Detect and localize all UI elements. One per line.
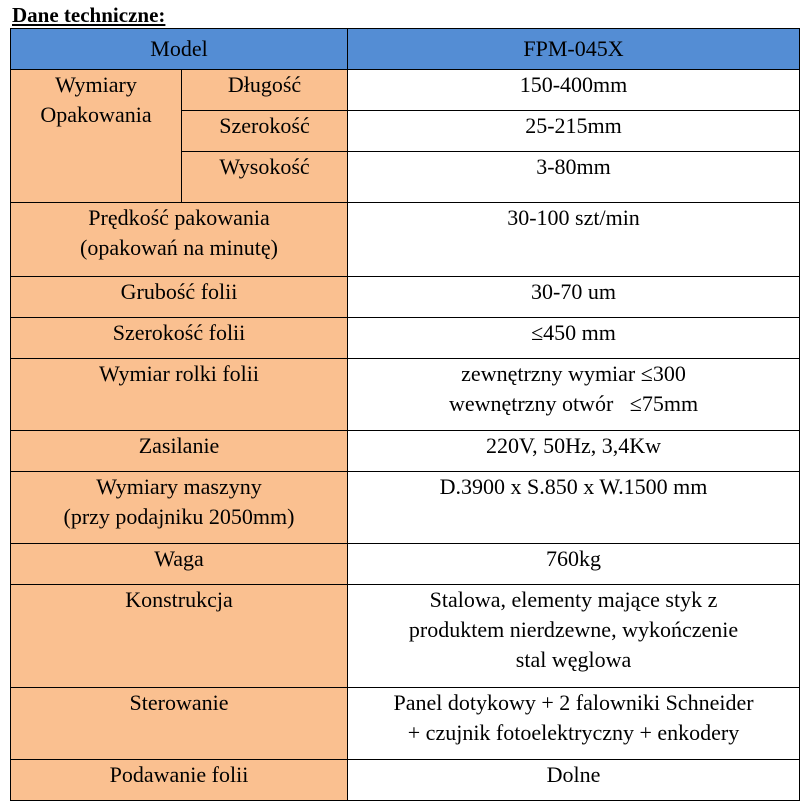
table-row xyxy=(11,585,800,688)
row-label-line: (opakowań na minutę) xyxy=(80,235,278,260)
row-value xyxy=(348,318,800,359)
table-row xyxy=(11,544,800,585)
row-value-line: 220V, 50Hz, 3,4Kw xyxy=(486,433,661,458)
row-label-line: Waga xyxy=(154,546,204,571)
row-label xyxy=(11,472,348,544)
row-label xyxy=(11,688,348,760)
table-row xyxy=(11,318,800,359)
row-value xyxy=(348,688,800,760)
row-value-line: ≤450 mm xyxy=(531,320,616,345)
row-value xyxy=(348,472,800,544)
row-label-line: Wymiary maszyny xyxy=(96,474,262,499)
row-value xyxy=(348,277,800,318)
row-value-line: D.3900 x S.850 x W.1500 mm xyxy=(439,474,708,499)
row-label xyxy=(11,318,348,359)
row-value-line: + czujnik fotoelektryczny + enkodery xyxy=(407,720,740,745)
row-label xyxy=(11,203,348,277)
row-value-line: wewnętrzny otwór ≤75mm xyxy=(448,391,699,416)
table-row xyxy=(11,359,800,431)
row-value-line: produktem nierdzewne, wykończenie xyxy=(408,617,739,642)
row-label-line: Konstrukcja xyxy=(125,587,233,612)
row-value-line: zewnętrzny wymiar ≤300 xyxy=(461,361,686,386)
row-label-line: Zasilanie xyxy=(138,433,220,458)
table-row xyxy=(11,277,800,318)
row-label: Długość xyxy=(182,70,348,111)
row-value-line: Dolne xyxy=(546,762,601,787)
row-label xyxy=(11,585,348,688)
table-row xyxy=(11,760,800,801)
table-row xyxy=(11,70,800,111)
row-label-line: Szerokość folii xyxy=(112,320,246,345)
table-row xyxy=(11,472,800,544)
row-label xyxy=(11,544,348,585)
group-label-line: Wymiary xyxy=(55,72,137,97)
row-value xyxy=(348,760,800,801)
table-row xyxy=(11,431,800,472)
row-value xyxy=(348,431,800,472)
row-label xyxy=(11,359,348,431)
header-label: Model xyxy=(11,29,348,70)
row-label: Szerokość xyxy=(182,111,348,152)
row-label-line: Grubość folii xyxy=(120,279,238,304)
row-label-line: (przy podajniku 2050mm) xyxy=(63,504,295,529)
row-value-line: 30-100 szt/min xyxy=(507,205,640,230)
row-value xyxy=(348,544,800,585)
row-value-line: 760kg xyxy=(546,546,602,571)
table-header-row xyxy=(11,29,800,70)
row-value-line: 30-70 um xyxy=(531,279,616,304)
row-value: 3-80mm xyxy=(348,152,800,203)
row-label: Wysokość xyxy=(182,152,348,203)
spec-table xyxy=(10,28,800,801)
row-value xyxy=(348,359,800,431)
row-value xyxy=(348,203,800,277)
row-label-line: Podawanie folii xyxy=(109,762,249,787)
row-value xyxy=(348,585,800,688)
row-value: 25-215mm xyxy=(348,111,800,152)
row-value-line: Panel dotykowy + 2 falowniki Schneider xyxy=(393,690,754,715)
header-value: FPM-045X xyxy=(348,29,800,70)
row-label-line: Wymiar rolki folii xyxy=(99,361,259,386)
group-label-line: Opakowania xyxy=(40,102,152,127)
row-label xyxy=(11,431,348,472)
group-label-dimensions xyxy=(11,70,182,203)
table-row xyxy=(11,688,800,760)
row-label xyxy=(11,277,348,318)
row-value: 150-400mm xyxy=(348,70,800,111)
row-label xyxy=(11,760,348,801)
row-value-line: stal węglowa xyxy=(515,647,632,672)
row-label-line: Sterowanie xyxy=(129,690,229,715)
table-row xyxy=(11,203,800,277)
section-heading: Dane techniczne: xyxy=(12,3,166,27)
row-value-line: Stalowa, elementy mające styk z xyxy=(429,587,718,612)
row-label-line: Prędkość pakowania xyxy=(88,205,270,230)
